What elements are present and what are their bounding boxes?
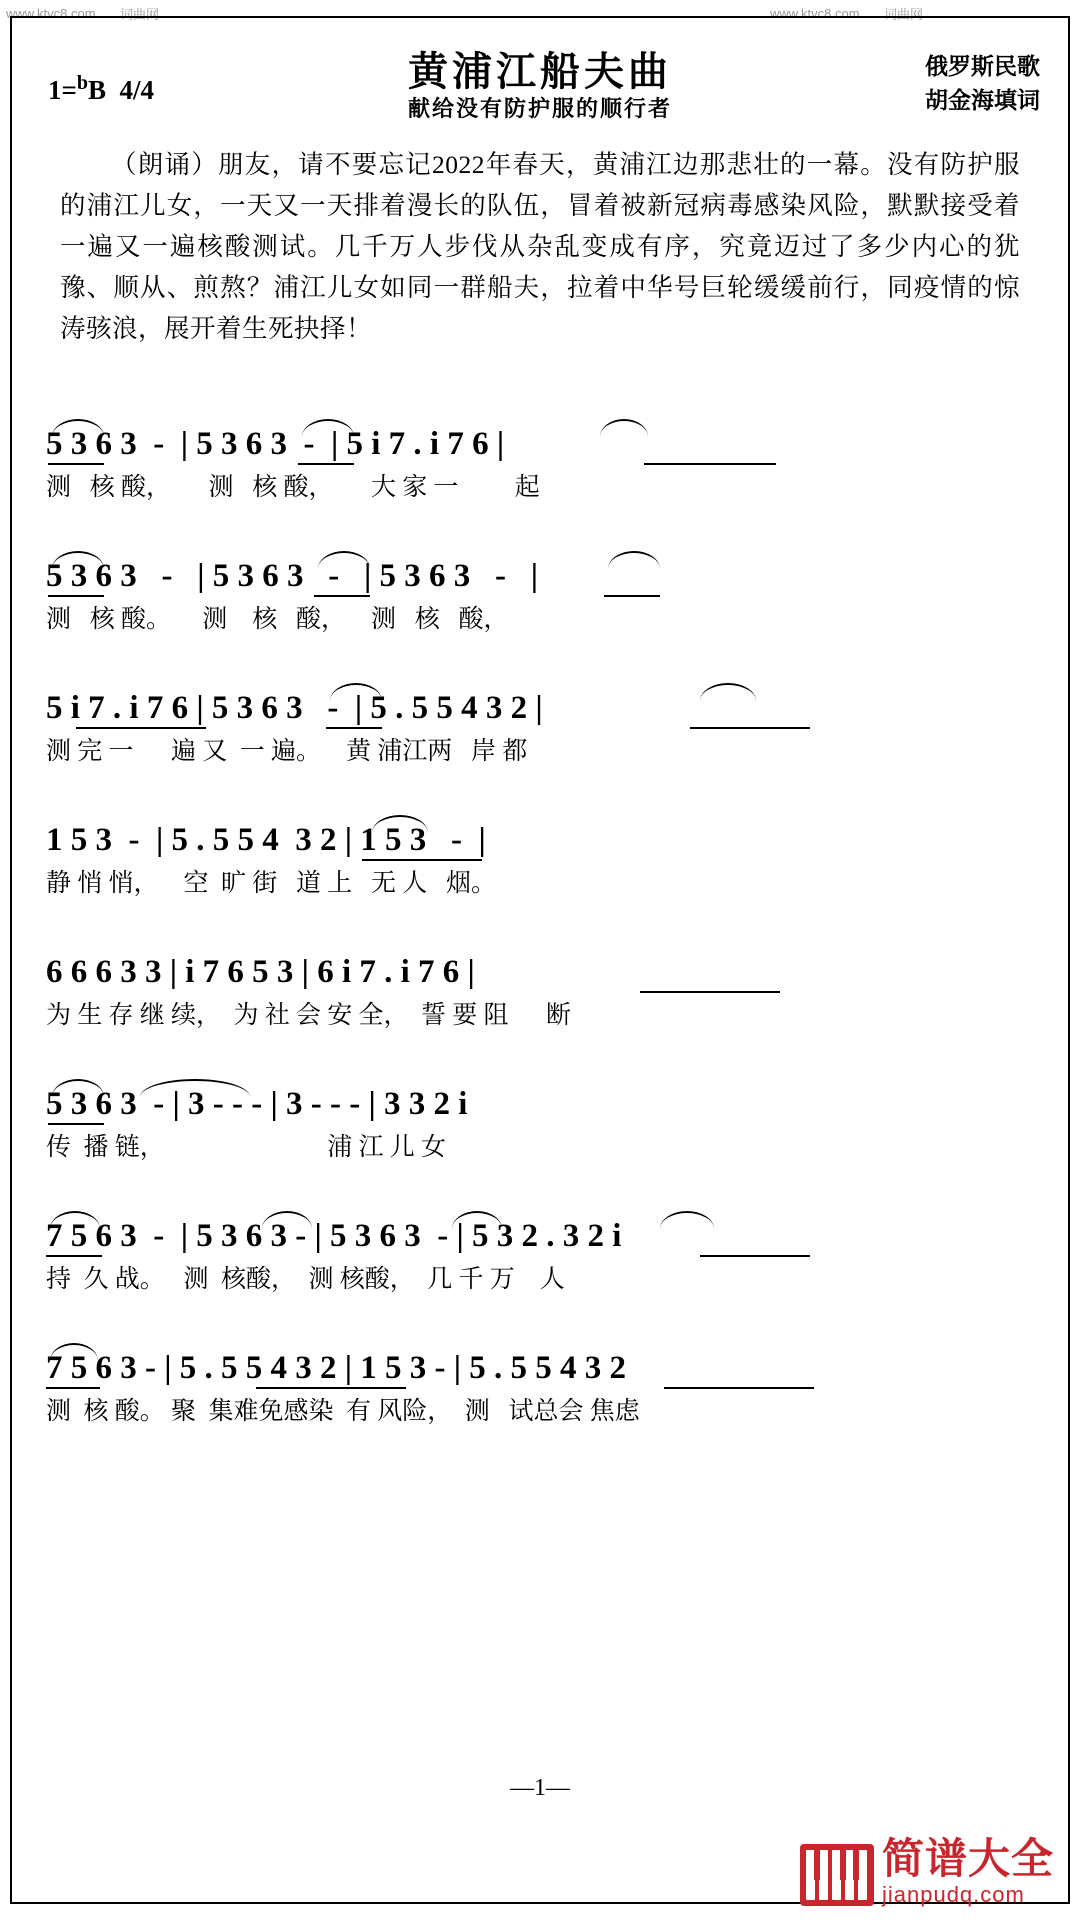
music-system [0, 1065, 1080, 1187]
page-subtitle: 献给没有防护服的顺行者 [407, 96, 672, 121]
notation-line: 7 5 6 3 - | 5 . 5 5 4 3 2 | 1 5 3 - | 5 . 5 5 4 3 2 [46, 1350, 627, 1386]
watermark-text: www.ktvc8.com [6, 5, 96, 21]
notation-row [0, 933, 1080, 995]
notation-row [0, 1197, 1080, 1259]
beam-line [76, 727, 206, 729]
watermark-text: 词曲网 [120, 6, 160, 22]
music-system [0, 1197, 1080, 1319]
beam-line [256, 1387, 406, 1389]
logo-text-cn: 简谱大全 [881, 1835, 1054, 1882]
credit-source: 俄罗斯民歌 [925, 54, 1040, 79]
beam-line [690, 727, 810, 729]
beam-line [640, 991, 780, 993]
credits [925, 50, 1040, 118]
flat-symbol: b [76, 72, 89, 94]
beam-line [700, 1255, 810, 1257]
notation-line: 5 3 6 3 - | 5 3 6 3 - | 5 3 6 3 - | [46, 558, 539, 594]
beam-line [46, 1255, 102, 1257]
beam-line [604, 595, 660, 597]
key-label: 1= [48, 75, 77, 105]
notation-row [0, 801, 1080, 863]
beam-line [326, 727, 382, 729]
lyrics-row: 测 核 酸。 聚 集难免感染 有 风险， 测 试总会 焦虑 [46, 1398, 640, 1425]
notation-line: 7 5 6 3 - | 5 3 6 3 - | 5 3 6 3 - | 5 3 2 . 3 2 i [46, 1218, 622, 1254]
beam-line [298, 463, 354, 465]
notation-line: 5 i 7 . i 7 6 | 5 3 6 3 - | 5 . 5 5 4 3 2 | [46, 690, 543, 726]
beam-line [664, 1387, 814, 1389]
lyrics-row: 传 播 链， 浦 江 儿 女 [46, 1134, 447, 1161]
piano-keys-icon [800, 1844, 874, 1906]
recitation-paragraph: （朗诵）朋友，请不要忘记2022年春天，黄浦江边那悲壮的一幕。没有防护服的浦江儿女，一天又一天排着漫长的队伍，冒着被新冠病毒感染风险，默默接受着一遍又一遍核酸测试。几千万人步伐从杂乱变成有序，究竟迈过了多少内心的犹豫、顺从、煎熬？浦江儿女如同一群船夫，拉着中华号巨轮缓缓前行，同疫情的惊涛骇浪，展开着生死抉择！ [60, 150, 1020, 343]
notation-line: 5 3 6 3 - | 5 3 6 3 - | 5 i 7 . i 7 6 | [46, 426, 505, 462]
music-system [0, 801, 1080, 923]
music-system [0, 669, 1080, 791]
beam-line [362, 859, 482, 861]
notation-row [0, 405, 1080, 467]
watermark-text: 词曲网 [884, 6, 924, 22]
time-signature: 4/4 [119, 75, 155, 105]
music-system [0, 933, 1080, 1055]
beam-line [46, 1387, 100, 1389]
notation-row [0, 537, 1080, 599]
beam-line [314, 595, 370, 597]
lyrics-row: 测 核 酸。 测 核 酸， 测 核 酸， [46, 606, 509, 633]
credit-lyricist: 胡金海填词 [925, 88, 1040, 113]
notation-line: 6 6 6 3 3 | i 7 6 5 3 | 6 i 7 . i 7 6 | [46, 954, 475, 990]
notation-line: 5 3 6 3 - | 3 - - - | 3 - - - | 3 3 2 i [46, 1086, 468, 1122]
beam-line [48, 463, 104, 465]
lyrics-row: 测 完 一 遍 又 一 遍。 黄 浦江两 岸 都 [46, 738, 528, 765]
key-letter: B [88, 75, 107, 105]
site-logo[interactable] [800, 1835, 1054, 1907]
lyrics-row: 为 生 存 继 续， 为 社 会 安 全， 誓 要 阻 断 [46, 1002, 572, 1029]
beam-line [48, 595, 104, 597]
lyrics-row: 静 悄 悄， 空 旷 街 道 上 无 人 烟。 [46, 870, 497, 897]
music-system [0, 1329, 1080, 1451]
page-number: —1— [510, 1775, 570, 1801]
notation-row [0, 1065, 1080, 1127]
watermark-text: www.ktvc8.com [770, 5, 860, 21]
notation-row [0, 669, 1080, 731]
beam-line [48, 1123, 104, 1125]
notation-line: 1 5 3 - | 5 . 5 5 4 3 2 | 1 5 3 - | [46, 822, 486, 858]
music-body [0, 405, 1080, 1461]
music-system [0, 537, 1080, 659]
logo-text-en: jianpudq.com [881, 1882, 1025, 1907]
lyrics-row: 持 久 战。 测 核酸， 测 核酸， 几 千 万 人 [46, 1266, 565, 1293]
lyrics-row: 测 核 酸， 测 核 酸， 大 家 一 起 [46, 474, 540, 501]
music-system [0, 405, 1080, 527]
notation-row [0, 1329, 1080, 1391]
beam-line [644, 463, 776, 465]
page-title: 黄浦江船夫曲 [408, 49, 672, 94]
